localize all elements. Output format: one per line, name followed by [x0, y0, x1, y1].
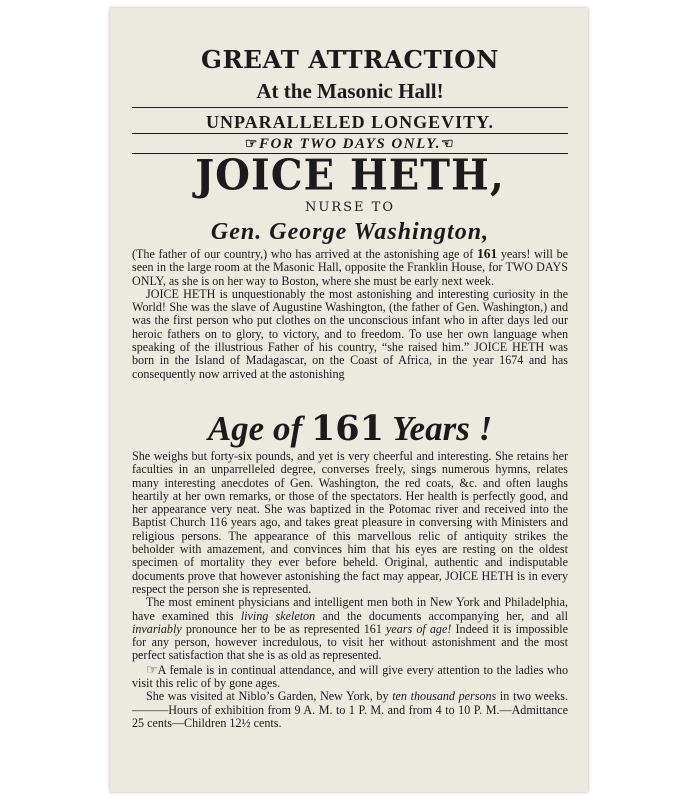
pointing-hand-icon: ☞: [146, 661, 158, 677]
paragraph-arrival: [132, 247, 568, 288]
headline: GREAT ATTRACTION: [201, 45, 499, 74]
p5-text: A female is in continual attendance, and will give every attention to the ladies who visit this relic of by gone ages.: [132, 662, 568, 691]
poster-sheet: [110, 8, 588, 792]
p1-text-a: (The father of our country,) who has arrived at the astonishing age of: [132, 247, 477, 261]
venue-line: At the Masonic Hall!: [256, 79, 444, 103]
p4-text-c: pronounce her to be as represented 161: [181, 621, 387, 636]
paragraph-history: JOICE HETH is unquestionably the most astonishing and interesting curiosity in the World! She was the slave of Augustine Washington, (the father of Gen. Washington,) and was the first person who put clothes on the unconscious infant who in after days led our heroic fathers on to glory, to victory, and to freedom. To use her own language when speaking of the illustrious Father of his country, “she raised him.” JOICE HETH was born in the Island of Madagascar, on the Coast of Africa, in the year 1674 and has consequently now arrived at the astonishing: [132, 286, 568, 381]
age-heading: [132, 409, 568, 449]
age-number: 161: [310, 408, 384, 449]
p6-text-a: She was visited at Niblo’s Garden, New York, by: [146, 689, 393, 704]
name-heading: JOICE HETH,: [195, 150, 505, 201]
paragraph-visit: [132, 690, 568, 730]
pointing-hand-icon: ☞: [244, 137, 259, 152]
p4-invariably: invariably: [132, 621, 182, 636]
p1-age: 161: [476, 246, 498, 261]
p4-text-a: The most eminent physicians and intelligent men both in New York and Philadelphia, have examined this: [132, 595, 568, 623]
detail-paragraphs: [132, 450, 568, 730]
paragraph-attendance: [132, 663, 568, 691]
p6-persons: ten thousand persons: [392, 689, 497, 704]
divider-top: [132, 107, 568, 108]
p4-text-d: Indeed it is impossible for any person, however incredulous, to visit her without astonishment and the most perfect satisfaction that she is as old as represented.: [132, 621, 568, 663]
age-pre: Age of: [207, 409, 311, 448]
pointing-hand-left-icon: ☜: [441, 137, 456, 152]
duration-text: FOR TWO DAYS ONLY.: [258, 136, 441, 152]
subhead: UNPARALLELED LONGEVITY.: [205, 112, 495, 132]
age-post: Years !: [383, 409, 493, 448]
p4-skeleton: living skeleton: [240, 608, 316, 623]
nurse-to: NURSE TO: [305, 200, 395, 215]
paragraph-description: She weighs but forty-six pounds, and yet is very cheerful and interesting. She retains her faculties in an unparrelleled degree, converses freely, sings numerous hymns, relates many interesting anecdotes of Gen. Washington, the red coats, &c. and often laughs heartily at her own remarks, or those of the spectators. Her health is perfectly good, and her appearance very neat. She was baptized in the Potomac river and received into the Baptist Church 116 years ago, and takes great pleasure in conversing with Ministers and religious persons. The appearance of this marvellous relic of antiquity strikes the beholder with amazement, and convinces him that his eyes are resting on the oldest specimen of mortality they ever before beheld. Original, authentic and indisputable documents prove that however astonishing the fact may appear, JOICE HETH is in every respect the person she is represented.: [132, 449, 568, 596]
general-heading: Gen. George Washington,: [210, 219, 490, 245]
p4-text-b: and the documents accompanying her, and all: [315, 608, 568, 623]
divider-middle: [132, 133, 568, 134]
p4-years: years of age!: [386, 621, 452, 636]
paragraph-physicians: [132, 596, 568, 662]
p6-text-b: in two weeks.———Hours of exhibition from 9 A. M. to 1 P. M. and from 4 to 10 P. M.—Admittance 25 cents—Children 12½ cents.: [132, 689, 569, 730]
intro-paragraphs: [132, 247, 568, 381]
p1-text-b: years! will be seen in the large room at the Masonic Hall, opposite the Franklin House, for TWO DAYS ONLY, as she is on her way to Boston, where she must be early next week.: [132, 247, 569, 288]
